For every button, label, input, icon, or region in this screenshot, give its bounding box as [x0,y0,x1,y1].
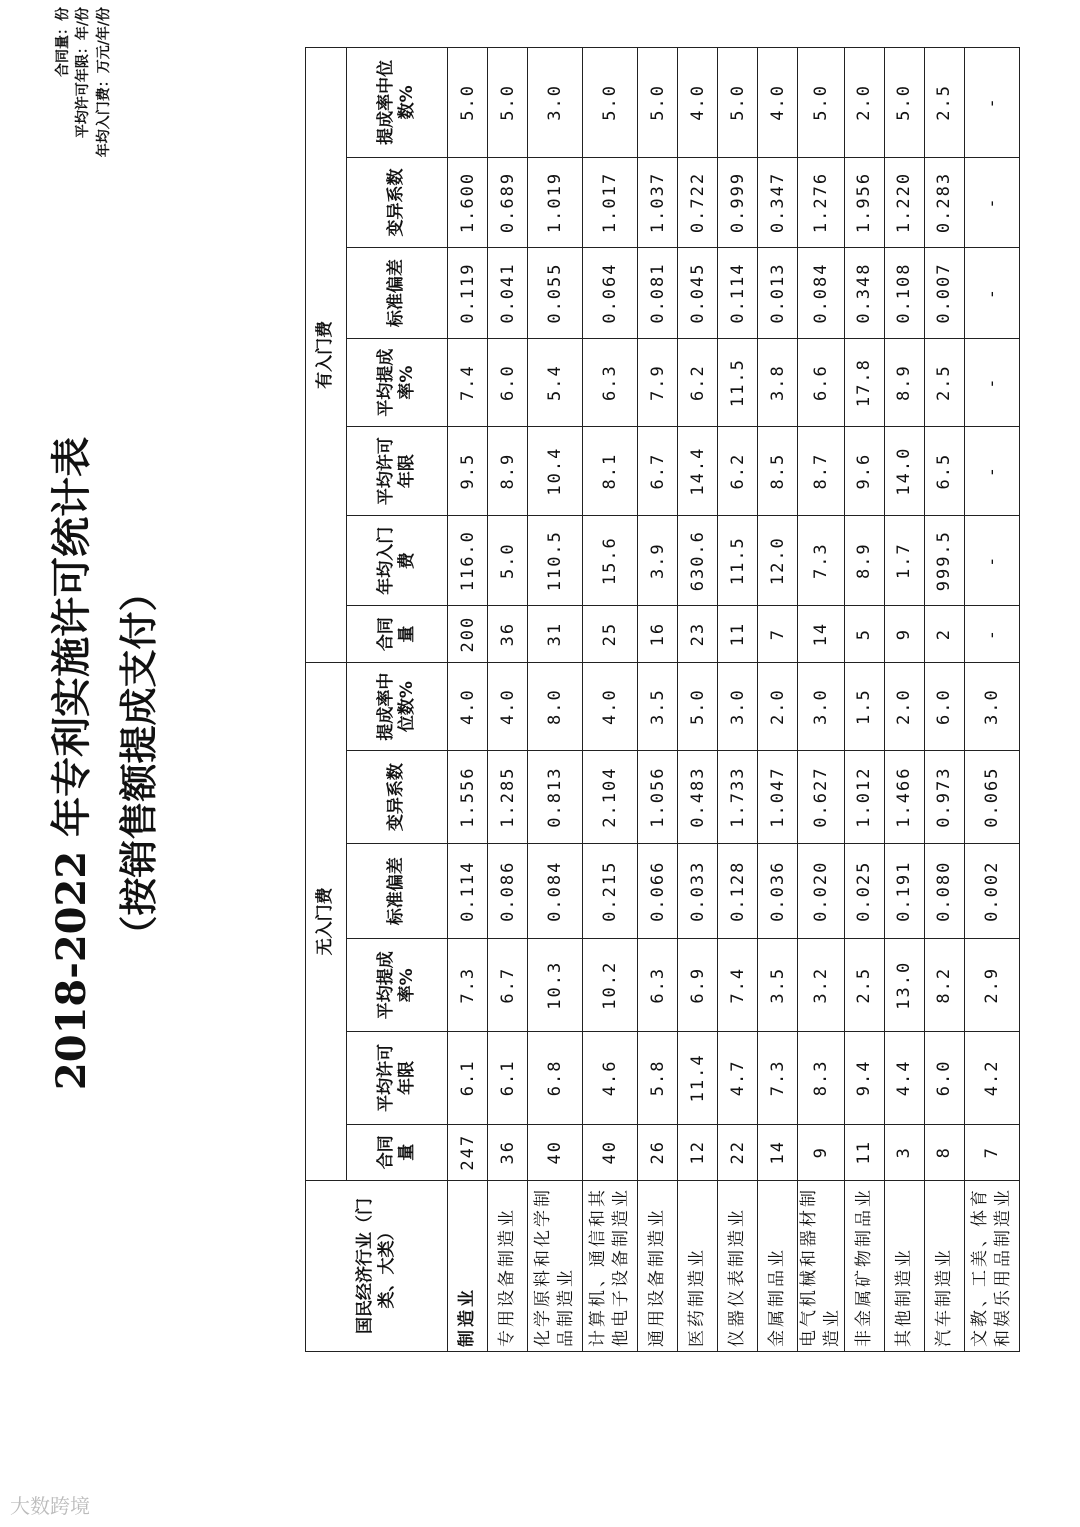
table-row [798,48,845,1352]
industry-header: 国民经济行业（门类、大类） [306,1180,448,1351]
no-fee-value-cell: 8 [924,1124,964,1180]
with-fee-value-cell: 8.9 [844,515,884,606]
with-fee-value-cell: 5.0 [488,48,528,158]
with-fee-value-cell: 3.9 [638,515,678,606]
with-fee-value-cell: 4.0 [678,48,718,158]
with-fee-value-cell: 12.0 [758,515,798,606]
with-fee-value-cell: 0.119 [448,248,488,339]
no-fee-value-cell: 9.4 [844,1032,884,1125]
license-statistics-table [305,47,1020,1352]
no-fee-value-cell: 7.3 [758,1032,798,1125]
with-fee-value-cell: 0.283 [924,157,964,248]
no-fee-value-cell: 14 [758,1124,798,1180]
no-fee-value-cell: 3.5 [638,662,678,751]
no-fee-value-cell: 247 [448,1124,488,1180]
with-fee-value-cell: 25 [583,606,638,662]
industry-name-cell: 医药制造业 [678,1180,718,1351]
with-fee-value-cell: 110.5 [528,515,583,606]
with-fee-value-cell: 1.037 [638,157,678,248]
no-fee-value-cell: 6.0 [924,1032,964,1125]
table-row [844,48,884,1352]
table-row [528,48,583,1352]
with-fee-value-cell: 16 [638,606,678,662]
no-fee-value-cell: 3.0 [798,662,845,751]
with-fee-value-cell: 999.5 [924,515,964,606]
no-fee-value-cell: 5.0 [678,662,718,751]
with-fee-value-cell: 36 [488,606,528,662]
with-fee-value-cell: 2.0 [844,48,884,158]
with-fee-value-cell: 2.5 [924,338,964,427]
no-fee-value-cell: 1.466 [884,751,924,844]
unit-note-years: 平均许可年限：年/份 [75,7,91,139]
with-fee-value-cell: 630.6 [678,515,718,606]
no-fee-value-cell: 6.9 [678,939,718,1032]
with-fee-value-cell: - [964,606,1019,662]
with-fee-value-cell: 11.5 [718,515,758,606]
no-fee-value-cell: 4.0 [583,662,638,751]
no-fee-value-cell: 11 [844,1124,884,1180]
with-fee-value-cell: 3.8 [758,338,798,427]
table-row [758,48,798,1352]
no-fee-value-cell: 0.002 [964,843,1019,939]
no-fee-value-cell: 0.627 [798,751,845,844]
with-fee-value-cell: 0.081 [638,248,678,339]
with-fee-value-cell: 1.600 [448,157,488,248]
no-fee-value-cell: 0.128 [718,843,758,939]
with-fee-value-cell: 5.0 [718,48,758,158]
page-title: 2018-2022 年专利实施许可统计表 [48,436,95,1091]
with-fee-value-cell: 200 [448,606,488,662]
with-fee-value-cell: 1.956 [844,157,884,248]
table-row [488,48,528,1352]
no-fee-value-cell: 10.2 [583,939,638,1032]
industry-name-cell: 其他制造业 [884,1180,924,1351]
contracts-header: 合同量 [347,606,448,662]
with-fee-value-cell: 6.2 [678,338,718,427]
no-fee-value-cell: 22 [718,1124,758,1180]
with-fee-value-cell: 1.276 [798,157,845,248]
no-fee-value-cell: 0.033 [678,843,718,939]
with-fee-value-cell: - [964,338,1019,427]
no-fee-value-cell: 10.3 [528,939,583,1032]
with-fee-value-cell: 5.0 [638,48,678,158]
no-fee-value-cell: 7.4 [718,939,758,1032]
no-fee-value-cell: 2.9 [964,939,1019,1032]
no-fee-value-cell: 1.047 [758,751,798,844]
with-fee-value-cell: 5.0 [884,48,924,158]
with-fee-value-cell: 0.114 [718,248,758,339]
industry-name-cell: 电气机械和器材制造业 [798,1180,845,1351]
with-fee-value-cell: 2.5 [924,48,964,158]
avg-years-header: 平均许可年限 [347,1032,448,1125]
with-fee-value-cell: 9.5 [448,427,488,516]
unit-note-contracts: 合同量：份 [55,7,71,77]
no-fee-value-cell: 2.104 [583,751,638,844]
annual-fee-header: 年均入门费 [347,515,448,606]
no-fee-value-cell: 1.285 [488,751,528,844]
with-fee-value-cell: 6.7 [638,427,678,516]
no-fee-value-cell: 0.215 [583,843,638,939]
no-fee-value-cell: 0.020 [798,843,845,939]
with-fee-value-cell: 116.0 [448,515,488,606]
no-fee-value-cell: 8.2 [924,939,964,1032]
no-fee-value-cell: 2.5 [844,939,884,1032]
with-fee-value-cell: - [964,48,1019,158]
industry-name-cell: 化学原料和化学制品制造业 [528,1180,583,1351]
with-fee-value-cell: 1.7 [884,515,924,606]
no-fee-value-cell: 4.0 [448,662,488,751]
with-fee-value-cell: 4.0 [758,48,798,158]
with-fee-value-cell: 0.347 [758,157,798,248]
no-fee-value-cell: 0.036 [758,843,798,939]
industry-name-cell: 金属制品业 [758,1180,798,1351]
with-fee-value-cell: 0.999 [718,157,758,248]
no-fee-value-cell: 6.1 [448,1032,488,1125]
with-fee-value-cell: 0.013 [758,248,798,339]
no-fee-value-cell: 36 [488,1124,528,1180]
no-fee-value-cell: 0.086 [488,843,528,939]
no-fee-group-header: 无入门费 [306,662,347,1180]
no-fee-value-cell: 1.5 [844,662,884,751]
with-fee-value-cell: 0.045 [678,248,718,339]
with-fee-value-cell: 0.108 [884,248,924,339]
avg-rate-header: 平均提成率% [347,939,448,1032]
table-row [964,48,1019,1352]
with-fee-value-cell: 0.007 [924,248,964,339]
cv-header: 变异系数 [347,751,448,844]
with-fee-value-cell: - [964,427,1019,516]
with-fee-value-cell: 17.8 [844,338,884,427]
no-fee-value-cell: 4.6 [583,1032,638,1125]
no-fee-value-cell: 2.0 [884,662,924,751]
with-fee-value-cell: 5.0 [798,48,845,158]
no-fee-value-cell: 0.066 [638,843,678,939]
with-fee-value-cell: 0.064 [583,248,638,339]
no-fee-value-cell: 0.973 [924,751,964,844]
with-fee-value-cell: 15.6 [583,515,638,606]
industry-name-cell: 制造业 [448,1180,488,1351]
no-fee-value-cell: 0.080 [924,843,964,939]
no-fee-value-cell: 2.0 [758,662,798,751]
no-fee-value-cell: 6.1 [488,1032,528,1125]
with-fee-group-header: 有入门费 [306,48,347,663]
no-fee-value-cell: 1.012 [844,751,884,844]
no-fee-value-cell: 40 [583,1124,638,1180]
table-row [884,48,924,1352]
with-fee-value-cell: 8.9 [488,427,528,516]
with-fee-value-cell: 14.4 [678,427,718,516]
with-fee-value-cell: 1.019 [528,157,583,248]
with-fee-value-cell: 1.220 [884,157,924,248]
no-fee-value-cell: 0.084 [528,843,583,939]
industry-name-cell: 通用设备制造业 [638,1180,678,1351]
no-fee-value-cell: 1.556 [448,751,488,844]
with-fee-value-cell: 6.0 [488,338,528,427]
table-row [718,48,758,1352]
no-fee-value-cell: 7.3 [448,939,488,1032]
avg-years-header: 平均许可年限 [347,427,448,516]
with-fee-value-cell: 8.5 [758,427,798,516]
no-fee-value-cell: 3.5 [758,939,798,1032]
industry-name-cell: 非金属矿物制品业 [844,1180,884,1351]
with-fee-value-cell: 5.4 [528,338,583,427]
with-fee-value-cell: 8.9 [884,338,924,427]
with-fee-value-cell: 8.7 [798,427,845,516]
with-fee-value-cell: 31 [528,606,583,662]
table-row [678,48,718,1352]
no-fee-value-cell: 4.4 [884,1032,924,1125]
no-fee-value-cell: 4.2 [964,1032,1019,1125]
no-fee-value-cell: 5.8 [638,1032,678,1125]
no-fee-value-cell: 9 [798,1124,845,1180]
no-fee-value-cell: 8.3 [798,1032,845,1125]
table-row [583,48,638,1352]
no-fee-value-cell: 0.813 [528,751,583,844]
no-fee-value-cell: 6.8 [528,1032,583,1125]
no-fee-value-cell: 0.025 [844,843,884,939]
with-fee-value-cell: 14.0 [884,427,924,516]
watermark: 大数跨境 [10,1494,90,1518]
no-fee-value-cell: 26 [638,1124,678,1180]
with-fee-value-cell: 0.722 [678,157,718,248]
std-header: 标准偏差 [347,843,448,939]
no-fee-value-cell: 4.7 [718,1032,758,1125]
no-fee-value-cell: 8.0 [528,662,583,751]
with-fee-value-cell: 5.0 [448,48,488,158]
with-fee-value-cell: 0.041 [488,248,528,339]
no-fee-value-cell: 12 [678,1124,718,1180]
unit-note-fee: 年均入门费：万元/年/份 [96,7,112,158]
avg-rate-header: 平均提成率% [347,338,448,427]
with-fee-value-cell: 0.689 [488,157,528,248]
with-fee-value-cell: - [964,157,1019,248]
with-fee-value-cell: 0.348 [844,248,884,339]
with-fee-value-cell: 6.6 [798,338,845,427]
no-fee-value-cell: 0.483 [678,751,718,844]
with-fee-value-cell: - [964,248,1019,339]
no-fee-value-cell: 40 [528,1124,583,1180]
with-fee-value-cell: 1.017 [583,157,638,248]
with-fee-value-cell: 11 [718,606,758,662]
no-fee-value-cell: 4.0 [488,662,528,751]
with-fee-value-cell: 6.5 [924,427,964,516]
with-fee-value-cell: 11.5 [718,338,758,427]
contracts-header: 合同量 [347,1124,448,1180]
no-fee-value-cell: 6.7 [488,939,528,1032]
no-fee-value-cell: 11.4 [678,1032,718,1125]
with-fee-value-cell: - [964,515,1019,606]
no-fee-value-cell: 3.0 [718,662,758,751]
table-body [448,48,1020,1352]
no-fee-value-cell: 3 [884,1124,924,1180]
with-fee-value-cell: 0.055 [528,248,583,339]
with-fee-value-cell: 23 [678,606,718,662]
with-fee-value-cell: 9 [884,606,924,662]
with-fee-value-cell: 5.0 [583,48,638,158]
no-fee-value-cell: 7 [964,1124,1019,1180]
table-row [638,48,678,1352]
with-fee-value-cell: 3.0 [528,48,583,158]
with-fee-value-cell: 7.3 [798,515,845,606]
no-fee-value-cell: 1.056 [638,751,678,844]
no-fee-value-cell: 3.2 [798,939,845,1032]
with-fee-value-cell: 8.1 [583,427,638,516]
with-fee-value-cell: 0.084 [798,248,845,339]
with-fee-value-cell: 7 [758,606,798,662]
no-fee-value-cell: 1.733 [718,751,758,844]
median-header: 提成率中位数% [347,48,448,158]
with-fee-value-cell: 6.3 [583,338,638,427]
industry-name-cell: 汽车制造业 [924,1180,964,1351]
no-fee-value-cell: 6.0 [924,662,964,751]
with-fee-value-cell: 7.9 [638,338,678,427]
with-fee-value-cell: 10.4 [528,427,583,516]
no-fee-value-cell: 6.3 [638,939,678,1032]
no-fee-value-cell: 0.065 [964,751,1019,844]
with-fee-value-cell: 5 [844,606,884,662]
no-fee-value-cell: 13.0 [884,939,924,1032]
with-fee-value-cell: 14 [798,606,845,662]
industry-name-cell: 仪器仪表制造业 [718,1180,758,1351]
industry-name-cell: 计算机、通信和其他电子设备制造业 [583,1180,638,1351]
no-fee-value-cell: 0.114 [448,843,488,939]
page-subtitle: （按销售额提成支付） [116,573,161,954]
no-fee-value-cell: 3.0 [964,662,1019,751]
no-fee-value-cell: 0.191 [884,843,924,939]
with-fee-value-cell: 5.0 [488,515,528,606]
table-row [448,48,488,1352]
with-fee-value-cell: 6.2 [718,427,758,516]
table-row [924,48,964,1352]
cv-header: 变异系数 [347,157,448,248]
with-fee-value-cell: 7.4 [448,338,488,427]
with-fee-value-cell: 2 [924,606,964,662]
median-header: 提成率中位数% [347,662,448,751]
with-fee-value-cell: 9.6 [844,427,884,516]
industry-name-cell: 文教、工美、体育和娱乐用品制造业 [964,1180,1019,1351]
industry-name-cell: 专用设备制造业 [488,1180,528,1351]
std-header: 标准偏差 [347,248,448,339]
